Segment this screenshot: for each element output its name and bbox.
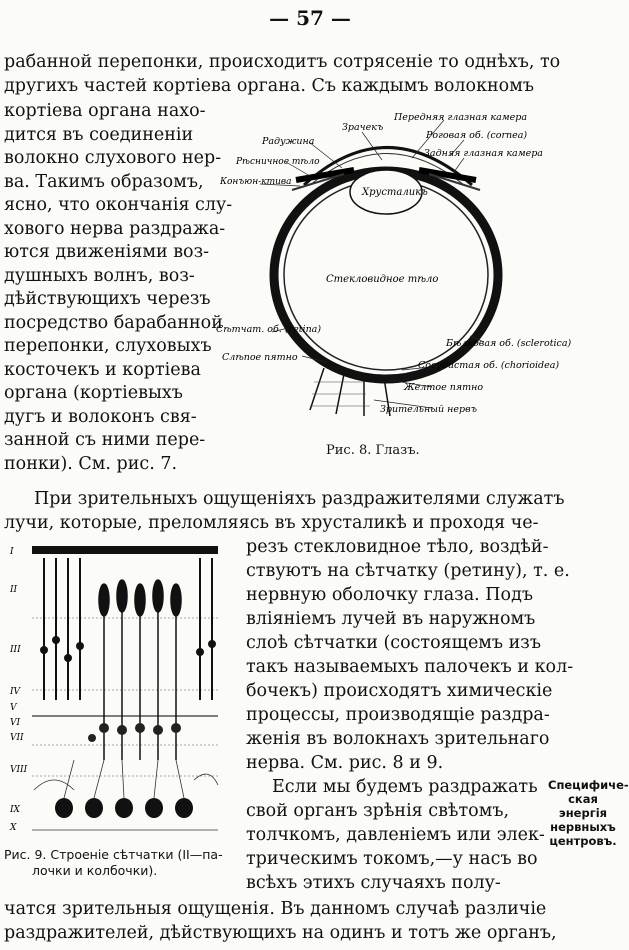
text-line: такъ называемыхъ палочекъ и кол- [246,657,574,677]
text-line: ются движенiями воз- [4,242,210,262]
margin-note-line: центровъ. [549,834,617,848]
text-line: раздражителей, дѣйствующихъ на одинъ и тотъ же органъ, [4,923,557,943]
line-text: другихъ частей кортiева органа. Съ каждымъ волокномъ [4,76,534,96]
text-line: трическимъ токомъ,—у насъ во [246,849,538,869]
text-line: свой органъ зрѣнiя свѣтомъ, [246,801,510,821]
text-line: нерва. См. рис. 8 и 9. [246,753,444,773]
label-blind-spot: Слѣпое пятно [222,352,298,363]
retina-layer-label: V [10,703,17,713]
line-text: рабанной перепонки, происходитъ сотрясенiе то однѣхъ, то [4,52,561,72]
text-line: При зрительныхъ ощущенiяхъ раздражителями служатъ [34,489,565,509]
text-line: ствуютъ на сѣтчатку (ретину), т. е. [246,561,570,581]
text-line: ва. Такимъ образомъ, [4,171,204,192]
retina-layer-label: VII [10,733,24,743]
retina-layer-label: IV [10,687,21,697]
retina-diagram [4,540,240,840]
retina-layer-label: X [10,823,17,833]
figure-eye [214,110,572,422]
text-line: ясно, что окончанiя слу- [4,195,233,215]
text-line: влiянiемъ лучей въ наружномъ [246,609,536,629]
caption-line: Рис. 9. Строенiе сѣтчатки (II—па- [4,847,223,862]
text-line: толчкомъ, давленiемъ или элек- [246,825,545,845]
text-line: процессы, производящiе раздра- [246,705,550,725]
text-line: дится въ соединенiи [4,124,194,145]
text-line: дугъ и волоконъ свя- [4,406,197,427]
text-line: чатся зрительныя ощущенiя. Въ данномъ случаѣ различiе [4,899,547,919]
caption-line: лочки и колбочки). [32,863,158,878]
text-line: женiя въ волокнахъ зрительнаго [246,729,550,749]
label-iris: Радужина [262,136,315,147]
label-choroid: Сосудистая об. (chorioidea) [418,360,560,371]
label-optic-nerve: Зрительный нервъ [380,404,477,415]
text-line [4,75,550,97]
text-line: слоѣ сѣтчатки (состоящемъ изъ [246,633,541,653]
page-number: — 57 — [269,6,351,30]
figure-retina [4,540,240,840]
text-line: резъ стекловидное тѣло, воздѣй- [246,537,549,557]
text-line: всѣхъ этихъ случаяхъ полу- [246,873,501,893]
figure-eye-caption: Рис. 8. Глазъ. [326,443,420,458]
label-ciliary-body: Рѣсничное тѣло [236,157,320,167]
text-line: органа (кортiевыхъ [4,383,183,403]
margin-note-line: Специфиче- [548,778,629,792]
text-line: волокно слухового нер- [4,148,222,168]
retina-layer-label: I [10,547,14,557]
text-line: хового нерва раздража- [4,218,226,239]
retina-ganglion-cells [55,798,193,818]
text-line: дѣйствующихъ черезъ [4,289,211,309]
margin-note-line: ская энергiя [558,792,608,820]
retina-rods [41,558,215,700]
text-line: понки). См. рис. 7. [4,453,178,474]
label-cornea: Роговая об. (cornea) [426,130,528,141]
margin-note-line: нервныхъ [550,820,616,834]
label-yellow-spot: Желтое пятно [404,382,484,393]
text-line: нервную оболочку глаза. Подъ [246,585,533,605]
label-vitreous: Стекловидное тѣло [326,274,439,285]
figure-retina-caption [4,847,240,879]
text-line: кортiева органа нахо- [4,101,206,121]
text-line: бочекъ) происходятъ химическiе [246,681,553,701]
text-line [4,51,561,73]
label-lens: Хрусталикъ [362,187,428,198]
retina-layer-label: II [10,585,18,595]
text-line: занной съ ними пере- [4,430,206,450]
text-line: косточекъ и кортiева [4,359,201,380]
label-retina: Сѣтчат. об. (retina) [216,324,322,335]
text-line: посредство барабанной [4,312,223,333]
retina-layer-label: VIII [10,765,28,775]
label-pupil: Зрачекъ [342,122,384,133]
retina-layer-label: III [10,645,21,655]
retina-pigment-layer [32,546,218,554]
label-conjunctiva: Конъюн-ктива [220,177,292,187]
text-line: лучи, которые, преломляясь въ хрусталикѣ и проходя че- [4,513,539,533]
text-line: Если мы будемъ раздражать [272,777,538,797]
label-posterior-chamber: Задняя глазная камера [424,148,543,159]
margin-note [548,778,629,848]
label-sclera: Бѣлковая об. (sclerotica) [446,338,572,349]
eye-diagram [214,110,572,422]
retina-layer-label: VI [10,718,21,728]
retina-layer-label: IX [10,805,20,815]
label-anterior-chamber: Передняя глазная камера [394,112,527,123]
text-line: душныхъ волнъ, воз- [4,265,195,286]
text-line: перепонки, слуховыхъ [4,336,212,356]
